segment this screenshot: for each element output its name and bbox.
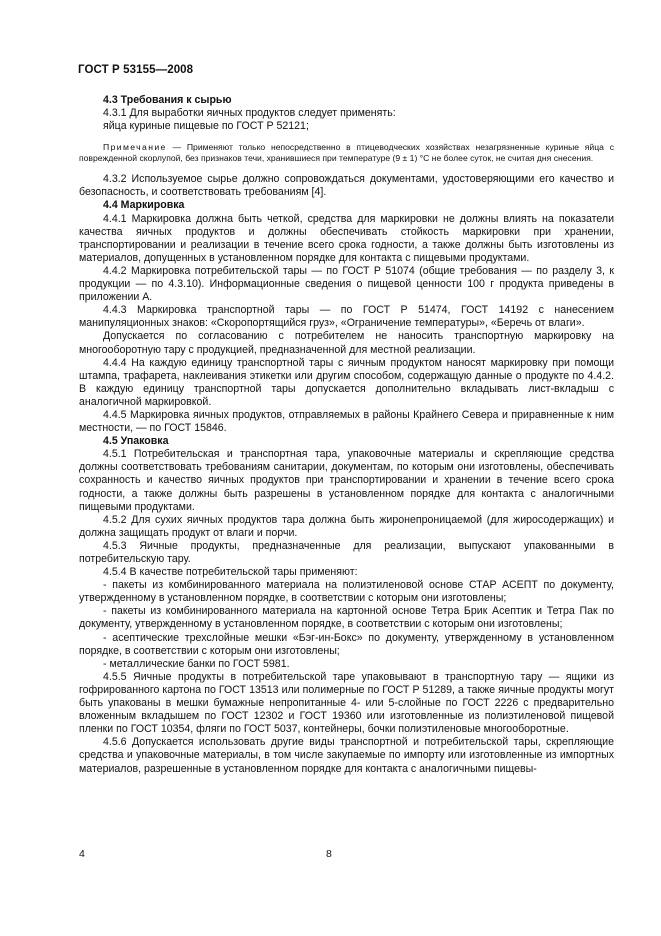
note-text: — Применяют только непосредственно в птицеводческих хозяйствах незагрязненные куриные яйца с поврежденной скорлупой, без признаков течи, хранившиеся при температуре (9 ± 1) °С не более суток, не считая дня снесения. bbox=[79, 142, 614, 164]
document-body bbox=[79, 94, 614, 776]
list-item: - асептические трехслойные мешки «Бэг-ин-Бокс» по документу, утвержденному в установленном порядке, в соответствии с которым они изготовлены; bbox=[79, 631, 614, 657]
list-item: - пакеты из комбинированного материала на картонной основе Тетра Брик Асептик и Тетра Пак по документу, утвержденному в установленном порядке, в соответствии с которым они изготовлены; bbox=[79, 605, 614, 631]
paragraph-4-5-2: 4.5.2 Для сухих яичных продуктов тара должна быть жиронепроницаемой (для жиросодержащих) и должна защищать продукт от влаги и порчи. bbox=[79, 513, 614, 539]
paragraph-4-4-2: 4.4.2 Маркировка потребительской тары — по ГОСТ Р 51074 (общие требования — по разделу 3, к продукции — по 4.3.10). Информационные сведения о пищевой ценности 100 г продукта приведены в приложении А. bbox=[79, 264, 614, 304]
note bbox=[79, 142, 614, 164]
page-number-center: 8 bbox=[326, 848, 332, 860]
paragraph-4-4-3: 4.4.3 Маркировка транспортной тары — по ГОСТ Р 51474, ГОСТ 14192 с нанесением манипуляционных знаков: «Скоропортящийся груз», «Ограничение температуры», «Беречь от влаги». bbox=[79, 304, 614, 330]
list-item: - металлические банки по ГОСТ 5981. bbox=[103, 657, 290, 670]
paragraph-4-4-1: 4.4.1 Маркировка должна быть четкой, средства для маркировки не должны влиять на показатели качества яичных продуктов и должны обеспечивать стойкость маркировки при хранении, транспортировании и реализации в течение всего срока годности, а также должны быть изготовлены из материалов, допущенных в установленном порядке для контакта с пищевыми продуктами. bbox=[79, 212, 614, 264]
paragraph-4-5-4: 4.5.4 В качестве потребительской тары применяют: bbox=[103, 566, 358, 579]
paragraph-4-5-1: 4.5.1 Потребительская и транспортная тара, упаковочные материалы и скрепляющие средства должны соответствовать требованиям санитарии, документам, по которым они изготовлены, обеспечивать сохранность и качество яичных продуктов при транспортировании и хранении в течение всего срока годности, а также должны быть разрешены в установленном порядке для контакта с аналогичными пищевыми продуктами. bbox=[79, 448, 614, 513]
paragraph-4-4-5: 4.4.5 Маркировка яичных продуктов, отправляемых в районы Крайнего Севера и приравненные к ним местности, — по ГОСТ 15846. bbox=[79, 408, 614, 435]
paragraph-4-3-1-item: яйца куриные пищевые по ГОСТ Р 52121; bbox=[103, 120, 309, 133]
section-title-4-4: 4.4 Маркировка bbox=[103, 199, 185, 212]
section-title-4-3: 4.3 Требования к сырью bbox=[103, 94, 232, 106]
paragraph-4-3-2: 4.3.2 Используемое сырье должно сопровождаться документами, удостоверяющими его качество и безопасность, и соответствовать требованиям [4]. bbox=[79, 173, 614, 199]
document-header: ГОСТ Р 53155—2008 bbox=[78, 64, 194, 76]
paragraph-4-3-1: 4.3.1 Для выработки яичных продуктов следует применять: bbox=[103, 107, 396, 120]
paragraph-4-5-5: 4.5.5 Яичные продукты в потребительской таре упаковывают в транспортную тару — ящики из гофрированного картона по ГОСТ 13513 или полимерные по ГОСТ Р 51289, а также яичные продукты могут быть упакованы в мешки бумажные непропитанные 4- или 5-слойные по ГОСТ 2226 с предварительно вложенным вкладышем по ГОСТ 12302 и ГОСТ 19360 или изготовленные из полиэтиленовой пищевой пленки по ГОСТ 10354, фляги по ГОСТ 5037, контейнеры, бочки полиэтиленовые многооборотные. bbox=[79, 670, 614, 736]
paragraph-4-5-6: 4.5.6 Допускается использовать другие виды транспортной и потребительской тары, скрепляющие средства и упаковочные материалы, в том числе закупаемые по импорту или изготовленные из импортных материалов, разрешенные в установленном порядке для контакта с аналогичными пищевы- bbox=[79, 736, 614, 775]
section-title-4-5: 4.5 Упаковка bbox=[103, 435, 169, 448]
paragraph-4-4-3-b: Допускается по согласованию с потребителем не наносить транспортную маркировку на многооборотную тару с продукцией, предназначенной для местной реализации. bbox=[79, 330, 614, 356]
note-label: Примечание bbox=[103, 142, 167, 153]
page-number-left: 4 bbox=[79, 848, 85, 860]
paragraph-4-5-3: 4.5.3 Яичные продукты, предназначенные для реализации, выпускают упакованными в потребительскую тару. bbox=[79, 539, 614, 565]
paragraph-4-4-4: 4.4.4 На каждую единицу транспортной тары с яичным продуктом наносят маркировку при помощи штампа, трафарета, наклеивания этикетки или другим способом, содержащую данные о продукте по 4.4.2. В каждую единицу транспортной тары допускается дополнительно вкладывать лист-вкладыш с аналогичной маркировкой. bbox=[79, 356, 614, 408]
list-item: - пакеты из комбинированного материала на полиэтиленовой основе СТАР АСЕПТ по документу, утвержденному в установленном порядке, в соответствии с которым они изготовлены; bbox=[79, 579, 614, 605]
